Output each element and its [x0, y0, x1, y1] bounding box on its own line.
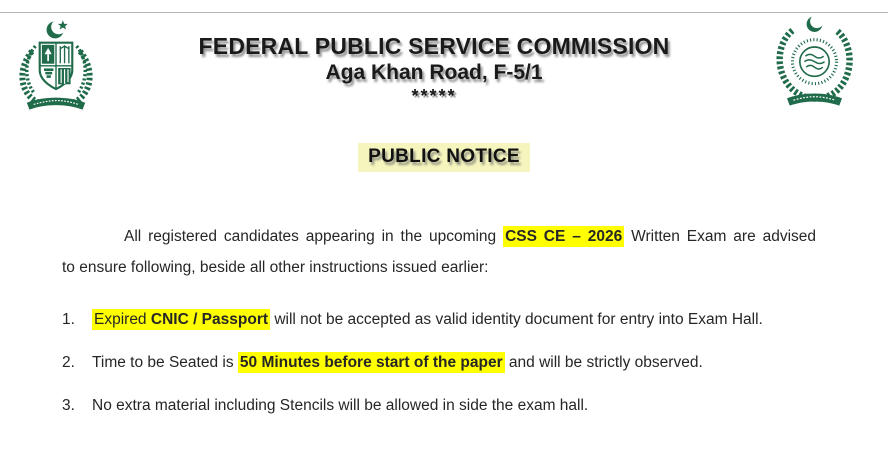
notice-title: PUBLIC NOTICE [358, 143, 530, 172]
org-address: Aga Khan Road, F-5/1 [325, 61, 543, 84]
intro-text-pre: All registered candidates appearing in the upcoming [124, 228, 497, 245]
list-item-3 [62, 393, 822, 419]
highlight-50-minutes: 50 Minutes before start of the paper [239, 354, 503, 371]
highlight-expired-cnic-passport: Expired CNIC / Passport [94, 311, 269, 328]
list-item-3-number: 3. [62, 397, 75, 414]
org-name: FEDERAL PUBLIC SERVICE COMMISSION [198, 33, 670, 59]
intro-text-post: Written Exam are advised [631, 228, 817, 245]
fpsc-seal-svg [767, 14, 862, 113]
list-item-2-number: 2. [62, 354, 75, 371]
pakistan-state-emblem-svg [12, 17, 100, 113]
intro-line-2: to ensure following, beside all other instructions issued earlier: [62, 259, 489, 276]
list-item-2-text: Time to be Seated is 50 Minutes before start of the paper and will be strictly observed. [92, 354, 703, 371]
notice-heading-row [0, 143, 888, 172]
pakistan-state-emblem-icon [12, 17, 100, 113]
instruction-list [62, 307, 822, 436]
list-item-1 [62, 307, 822, 333]
intro-paragraph [62, 221, 816, 283]
asterisk-separator: ***** [411, 86, 457, 106]
fpsc-seal-icon [767, 14, 862, 113]
list-item-2 [62, 350, 822, 376]
list-item-1-number: 1. [62, 311, 75, 328]
top-divider-line [0, 12, 888, 13]
list-item-3-text: No extra material including Stencils will be allowed in side the exam hall. [92, 397, 589, 414]
highlight-css-ce-2026: CSS CE – 2026 [505, 228, 623, 245]
letterhead [109, 32, 759, 106]
list-item-1-text: Expired CNIC / Passport will not be accepted as valid identity document for entry into Exam Hall. [94, 311, 763, 328]
intro-line-1 [62, 221, 816, 252]
